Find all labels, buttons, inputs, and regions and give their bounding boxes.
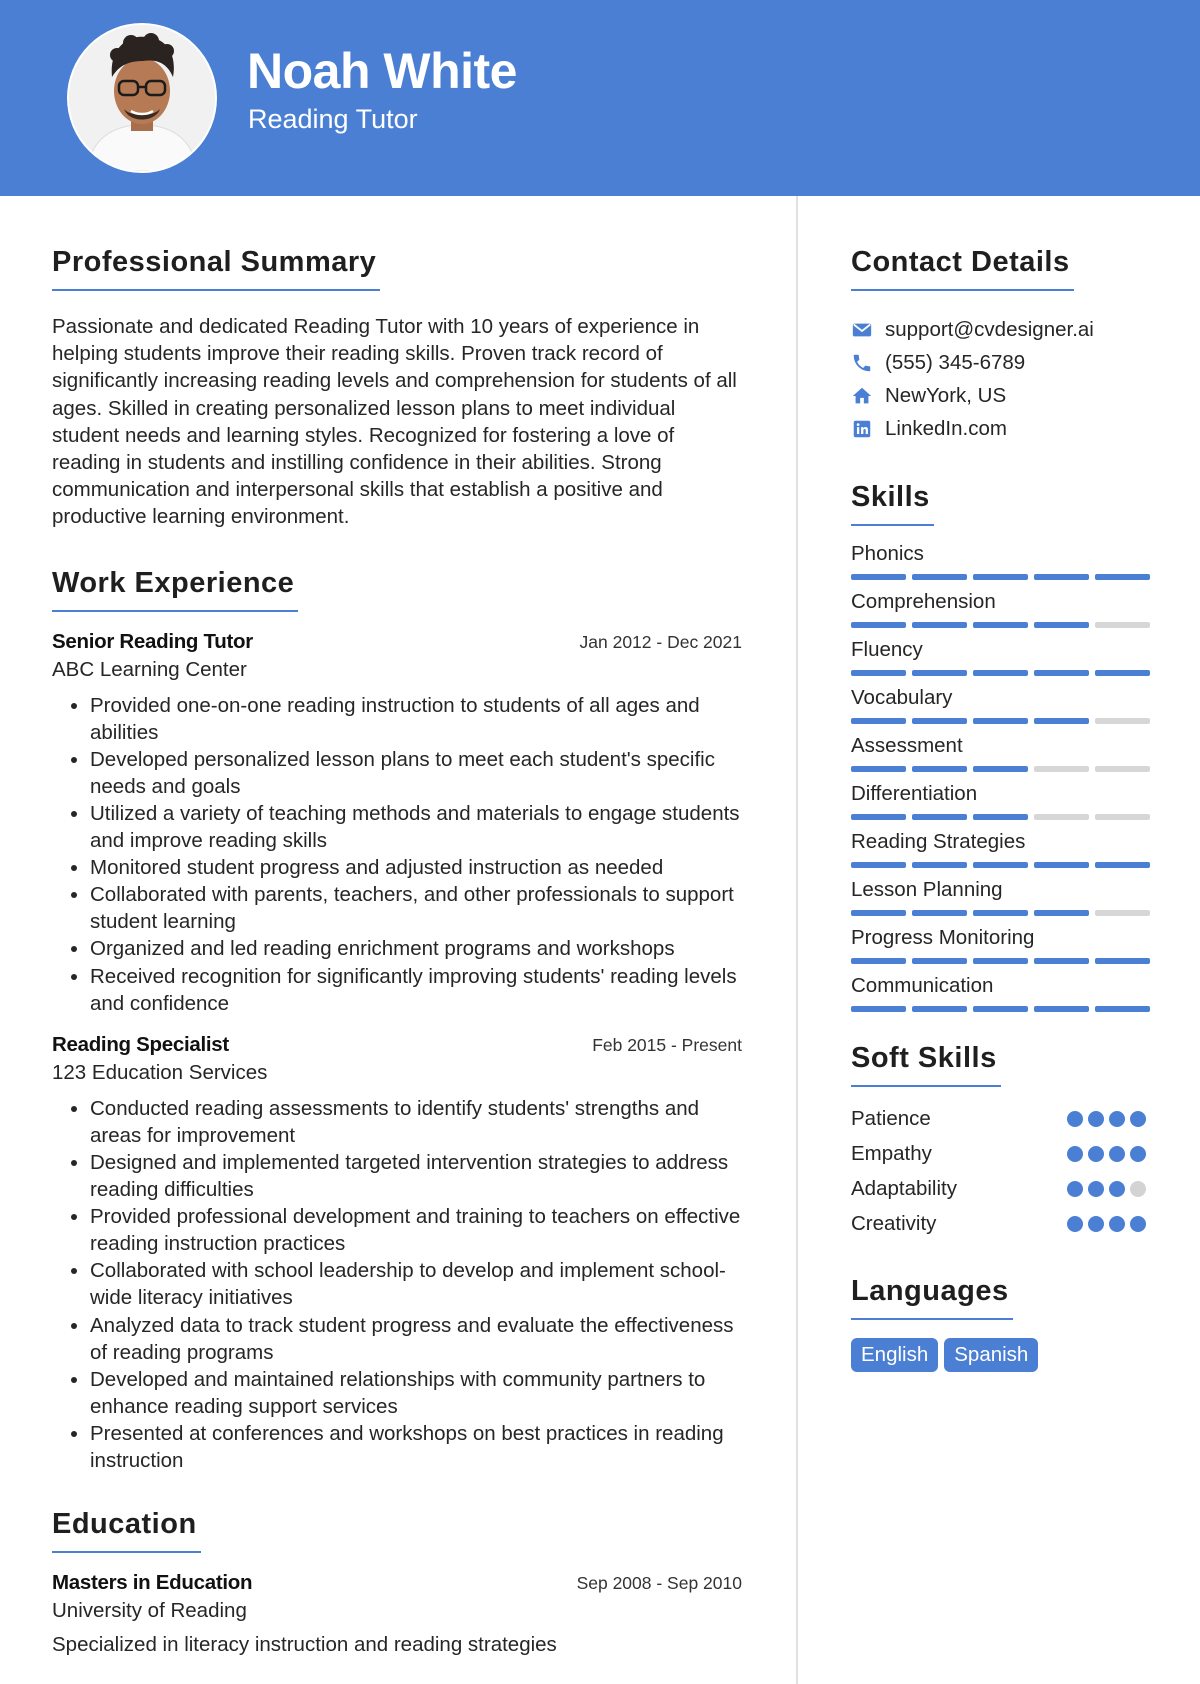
skill-level-segment (1034, 1006, 1089, 1012)
soft-skill-rating (1067, 1216, 1151, 1232)
soft-skill-item (851, 1206, 1151, 1241)
contact-section (851, 246, 1151, 445)
skill-level-segment (912, 910, 967, 916)
skill-level-segment (1034, 718, 1089, 724)
skill-level-bar (851, 574, 1151, 580)
skills-section (851, 481, 1151, 1012)
summary-heading: Professional Summary (52, 246, 380, 291)
skill-item (851, 926, 1151, 964)
job-title: Reading Specialist (52, 1032, 229, 1056)
profile-photo-illustration (69, 25, 215, 171)
skill-item (851, 590, 1151, 628)
job-entry (52, 630, 742, 1017)
skill-level-segment (851, 862, 906, 868)
skill-level-segment (1034, 910, 1089, 916)
main-column (52, 246, 742, 1657)
skill-level-segment (1095, 574, 1150, 580)
rating-dot (1088, 1216, 1104, 1232)
skill-item (851, 542, 1151, 580)
skill-name: Communication (851, 974, 994, 997)
education-description: Specialized in literacy instruction and reading strategies (52, 1633, 557, 1657)
contact-email[interactable] (851, 313, 1151, 346)
contact-location-text: NewYork, US (885, 383, 1007, 407)
envelope-icon (851, 319, 873, 341)
skill-level-segment (851, 814, 906, 820)
rating-dot (1109, 1216, 1125, 1232)
skill-level-bar (851, 958, 1151, 964)
skill-item (851, 974, 1151, 1012)
home-icon (851, 385, 873, 407)
experience-section (52, 567, 742, 1474)
experience-heading: Work Experience (52, 567, 298, 612)
skill-level-segment (912, 670, 967, 676)
job-dates: Jan 2012 - Dec 2021 (579, 631, 742, 652)
skill-level-segment (912, 574, 967, 580)
soft-skill-rating (1067, 1146, 1151, 1162)
rating-dot (1130, 1181, 1146, 1197)
job-entry (52, 1033, 742, 1474)
skill-name: Comprehension (851, 590, 996, 613)
skill-level-bar (851, 862, 1151, 868)
job-bullets (52, 692, 742, 1017)
skill-level-segment (912, 622, 967, 628)
job-company: ABC Learning Center (52, 657, 247, 681)
bullet-item: • Conducted reading assessments to identify students' strengths and areas for improvement (90, 1095, 742, 1149)
skill-level-segment (973, 574, 1028, 580)
language-tag: Spanish (944, 1338, 1038, 1372)
soft-skill-item (851, 1101, 1151, 1136)
skill-level-segment (973, 1006, 1028, 1012)
skill-level-segment (851, 670, 906, 676)
bullet-item: • Utilized a variety of teaching methods and materials to engage students and improve reading skills (90, 800, 742, 854)
rating-dot (1067, 1111, 1083, 1127)
skill-name: Assessment (851, 734, 963, 757)
skill-level-segment (851, 622, 906, 628)
rating-dot (1109, 1111, 1125, 1127)
contact-email-text: support@cvdesigner.ai (885, 317, 1094, 341)
skill-level-segment (973, 910, 1028, 916)
bullet-item: • Analyzed data to track student progress and evaluate the effectiveness of reading programs (90, 1312, 742, 1366)
skill-level-segment (1095, 622, 1150, 628)
rating-dot (1130, 1216, 1146, 1232)
skill-item (851, 878, 1151, 916)
job-company: 123 Education Services (52, 1060, 268, 1084)
contact-list (851, 313, 1151, 445)
bullet-item: • Provided one-on-one reading instruction to students of all ages and abilities (90, 692, 742, 746)
bullet-item: • Developed personalized lesson plans to meet each student's specific needs and goals (90, 746, 742, 800)
skill-level-segment (851, 1006, 906, 1012)
skill-level-segment (1095, 958, 1150, 964)
rating-dot (1130, 1111, 1146, 1127)
skill-level-bar (851, 814, 1151, 820)
skill-level-segment (1034, 622, 1089, 628)
skill-level-segment (1095, 718, 1150, 724)
rating-dot (1109, 1146, 1125, 1162)
skill-level-bar (851, 622, 1151, 628)
skill-level-segment (1034, 766, 1089, 772)
contact-location (851, 379, 1151, 412)
skill-level-segment (912, 718, 967, 724)
skill-level-segment (912, 958, 967, 964)
soft-skills-list (851, 1101, 1151, 1241)
bullet-item: • Developed and maintained relationships with community partners to enhance reading support services (90, 1366, 742, 1420)
skill-level-segment (973, 862, 1028, 868)
education-section (52, 1508, 742, 1657)
bullet-item: • Received recognition for significantly improving students' reading levels and confidence (90, 963, 742, 1017)
skill-level-segment (973, 766, 1028, 772)
job-title: Senior Reading Tutor (52, 629, 253, 653)
languages-section (851, 1275, 1151, 1372)
bullet-item: • Provided professional development and training to teachers on effective reading instruction practices (90, 1203, 742, 1257)
rating-dot (1109, 1181, 1125, 1197)
skill-level-segment (1034, 862, 1089, 868)
skill-level-segment (1034, 574, 1089, 580)
languages-heading: Languages (851, 1275, 1013, 1320)
skill-level-segment (1095, 814, 1150, 820)
skill-name: Reading Strategies (851, 830, 1026, 853)
skill-item (851, 782, 1151, 820)
soft-skill-name: Patience (851, 1106, 931, 1130)
soft-skills-heading: Soft Skills (851, 1042, 1001, 1087)
contact-linkedin-text: LinkedIn.com (885, 416, 1007, 440)
skill-level-segment (851, 574, 906, 580)
contact-heading: Contact Details (851, 246, 1074, 291)
candidate-name: Noah White (247, 43, 517, 99)
skill-level-segment (851, 766, 906, 772)
skill-item (851, 734, 1151, 772)
rating-dot (1067, 1181, 1083, 1197)
soft-skill-rating (1067, 1111, 1151, 1127)
soft-skill-name: Creativity (851, 1211, 937, 1235)
column-divider (796, 196, 798, 1684)
education-dates: Sep 2008 - Sep 2010 (576, 1573, 742, 1594)
skills-list (851, 542, 1151, 1012)
skill-level-segment (1034, 814, 1089, 820)
rating-dot (1130, 1146, 1146, 1162)
languages-list (851, 1338, 1151, 1372)
bullet-item: • Presented at conferences and workshops on best practices in reading instruction (90, 1420, 742, 1474)
skill-level-bar (851, 910, 1151, 916)
bullet-item: • Monitored student progress and adjusted instruction as needed (90, 854, 742, 881)
job-dates: Feb 2015 - Present (592, 1034, 742, 1055)
skill-item (851, 686, 1151, 724)
bullet-item: • Collaborated with school leadership to develop and implement school-wide literacy initiatives (90, 1257, 742, 1311)
linkedin-icon (851, 418, 873, 440)
skill-level-segment (912, 862, 967, 868)
skill-level-segment (973, 622, 1028, 628)
degree-title: Masters in Education (52, 1571, 253, 1595)
skill-level-bar (851, 1006, 1151, 1012)
rating-dot (1067, 1146, 1083, 1162)
profile-photo (67, 23, 217, 173)
skill-level-segment (1095, 910, 1150, 916)
bullet-item: • Collaborated with parents, teachers, and other professionals to support student learning (90, 881, 742, 935)
education-heading: Education (52, 1508, 201, 1553)
contact-linkedin[interactable] (851, 412, 1151, 445)
skill-name: Vocabulary (851, 686, 953, 709)
rating-dot (1067, 1216, 1083, 1232)
skill-level-segment (973, 958, 1028, 964)
skill-level-segment (1034, 670, 1089, 676)
skill-level-bar (851, 718, 1151, 724)
skill-name: Phonics (851, 542, 924, 565)
sidebar-column (851, 246, 1151, 1372)
education-entry (52, 1571, 742, 1657)
contact-phone-text: (555) 345-6789 (885, 350, 1026, 374)
skill-level-segment (912, 766, 967, 772)
soft-skills-section (851, 1042, 1151, 1241)
soft-skill-name: Adaptability (851, 1176, 957, 1200)
school-name: University of Reading (52, 1599, 247, 1623)
skill-item (851, 830, 1151, 868)
skill-level-segment (973, 670, 1028, 676)
summary-section (52, 246, 742, 531)
skill-level-segment (1095, 1006, 1150, 1012)
skill-level-bar (851, 670, 1151, 676)
bullet-item: • Organized and led reading enrichment programs and workshops (90, 935, 742, 962)
skill-level-segment (851, 958, 906, 964)
summary-text: Passionate and dedicated Reading Tutor with 10 years of experience in helping students improve their reading skills. Proven track record of significantly increasing reading levels and comprehension for students of all ages. Skilled in creating personalized lesson plans to meet individual student needs and learning styles. Recognized for fostering a love of reading in students and instilling confidence in their abilities. Strong communication and interpersonal skills that establish a positive and productive learning environment. (52, 315, 737, 529)
skill-level-segment (912, 814, 967, 820)
skill-level-segment (973, 814, 1028, 820)
skill-level-segment (851, 910, 906, 916)
phone-icon (851, 352, 873, 374)
skill-level-segment (912, 1006, 967, 1012)
skill-level-segment (1095, 862, 1150, 868)
soft-skill-rating (1067, 1181, 1151, 1197)
soft-skill-item (851, 1136, 1151, 1171)
soft-skill-name: Empathy (851, 1141, 932, 1165)
header-banner (0, 0, 1200, 196)
rating-dot (1088, 1146, 1104, 1162)
skill-level-segment (973, 718, 1028, 724)
job-bullets (52, 1095, 742, 1474)
skill-level-segment (1034, 958, 1089, 964)
skill-name: Progress Monitoring (851, 926, 1035, 949)
skill-level-segment (1095, 766, 1150, 772)
rating-dot (1088, 1181, 1104, 1197)
skill-level-segment (1095, 670, 1150, 676)
skill-name: Lesson Planning (851, 878, 1003, 901)
skill-level-segment (851, 718, 906, 724)
rating-dot (1088, 1111, 1104, 1127)
bullet-item: • Designed and implemented targeted intervention strategies to address reading difficulties (90, 1149, 742, 1203)
skill-item (851, 638, 1151, 676)
skill-name: Fluency (851, 638, 923, 661)
candidate-title: Reading Tutor (248, 104, 418, 134)
skills-heading: Skills (851, 481, 934, 526)
language-tag: English (851, 1338, 938, 1372)
skill-name: Differentiation (851, 782, 978, 805)
skill-level-bar (851, 766, 1151, 772)
soft-skill-item (851, 1171, 1151, 1206)
contact-phone[interactable] (851, 346, 1151, 379)
